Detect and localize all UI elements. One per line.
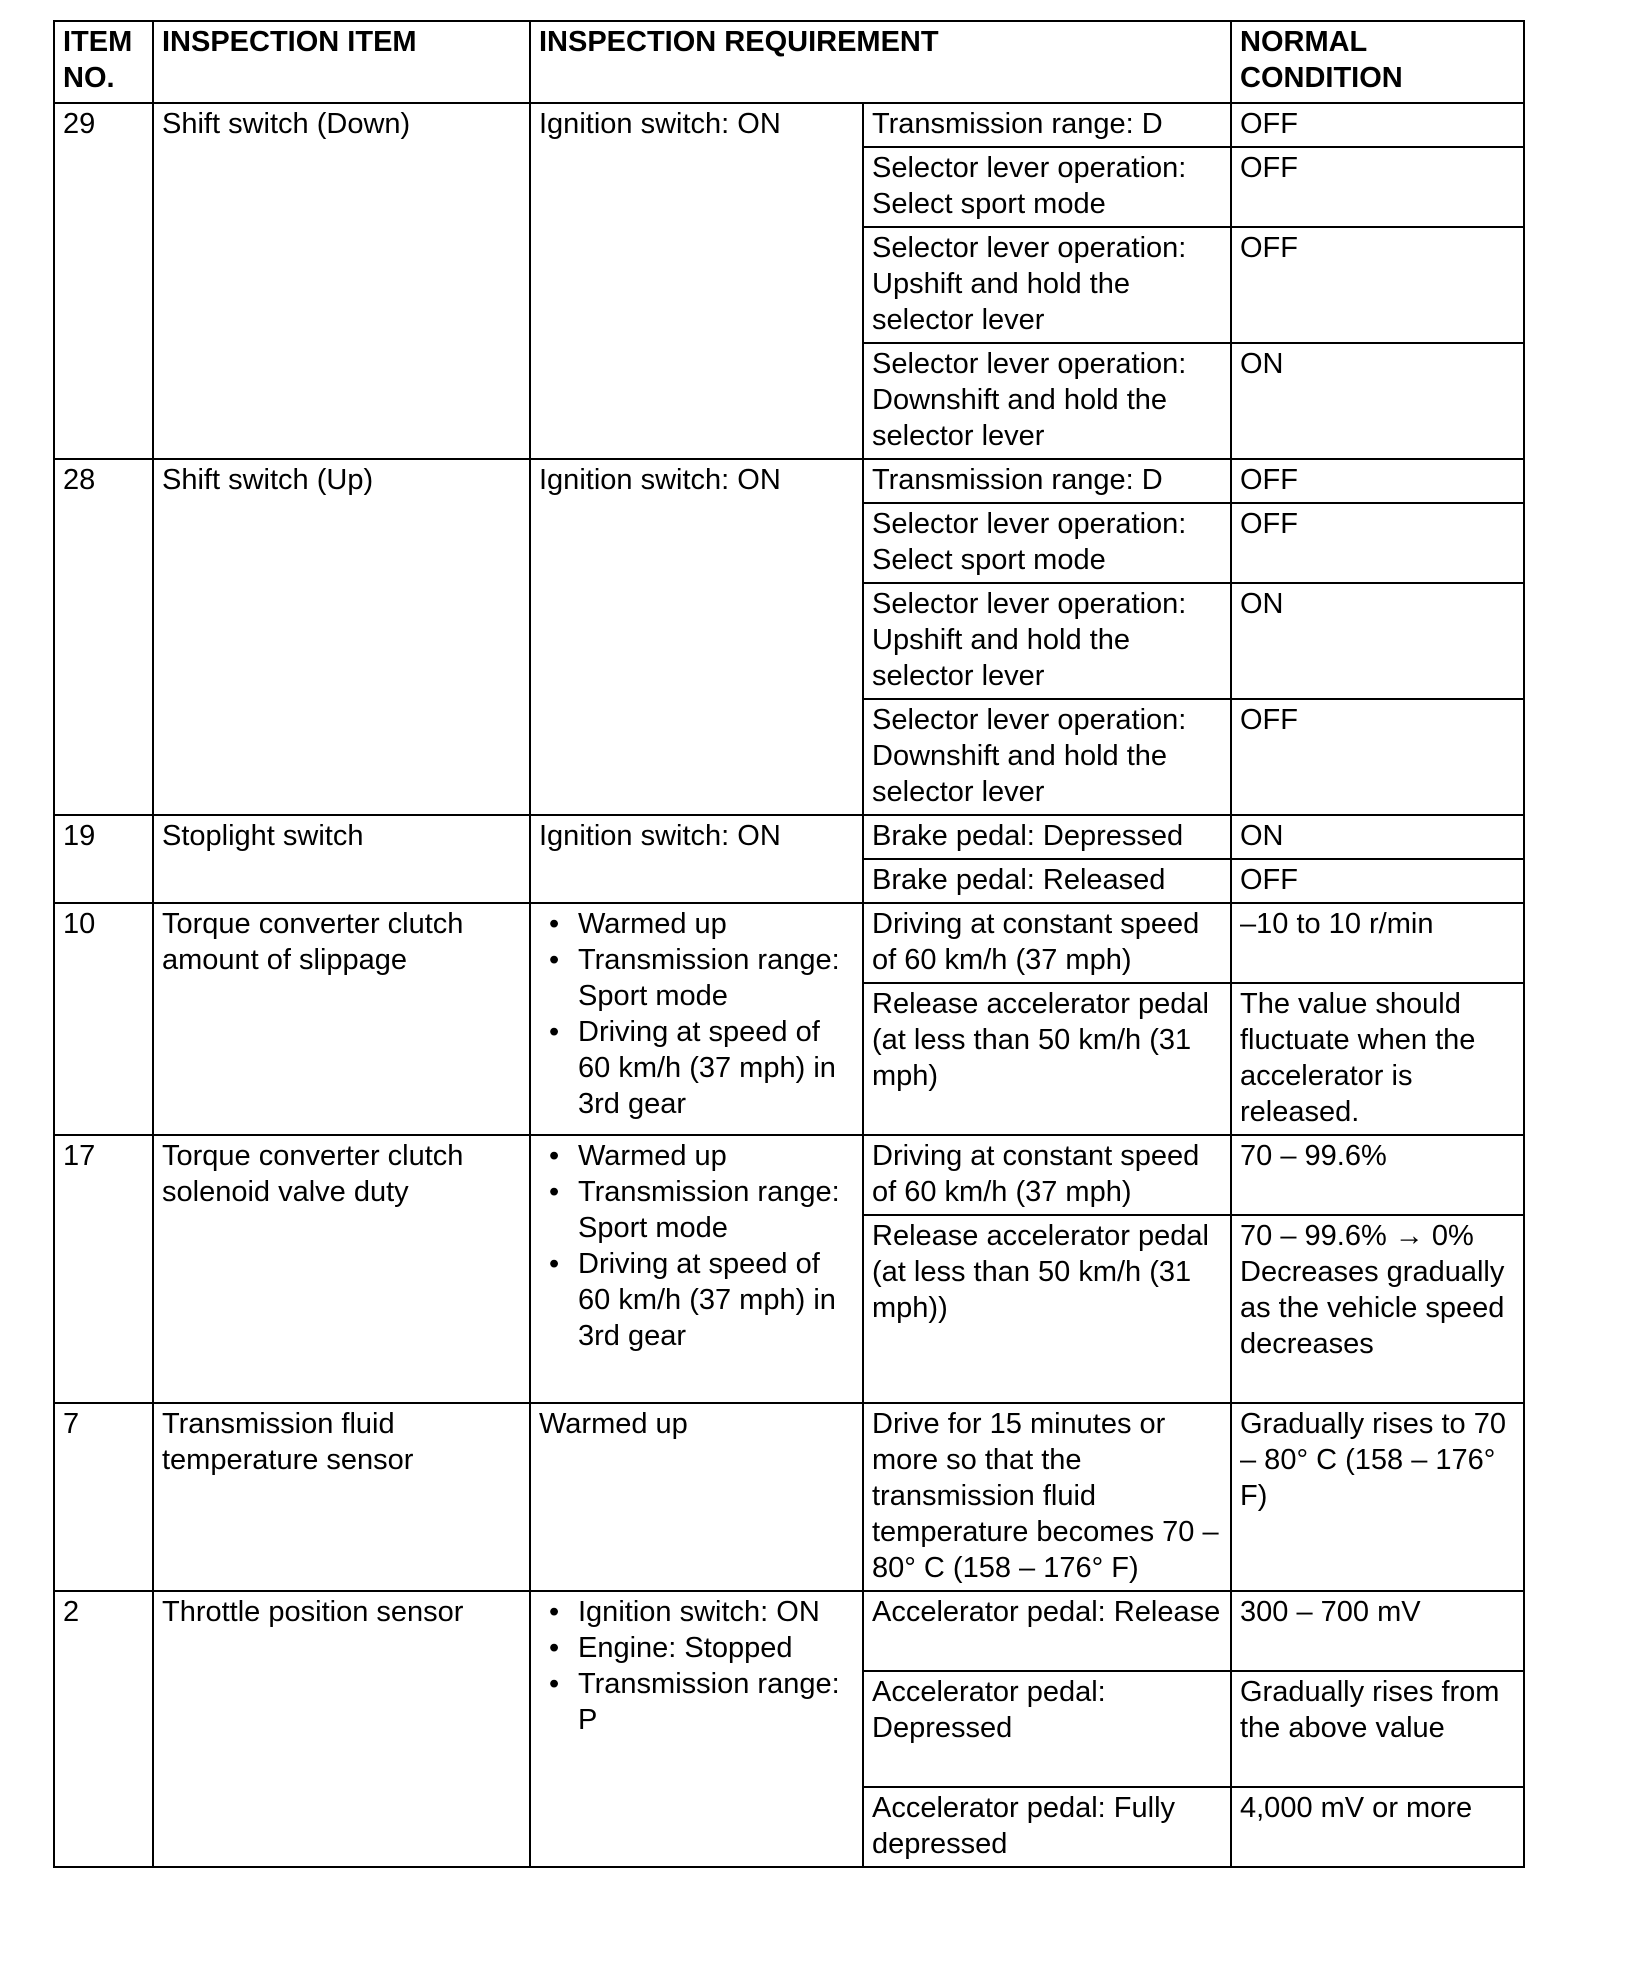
table-row bbox=[54, 459, 1524, 503]
inspection-requirement bbox=[530, 1591, 863, 1867]
requirement-bullet: • Transmission range: Sport mode bbox=[539, 1174, 856, 1246]
condition-cell: Drive for 15 minutes or more so that the transmission fluid temperature becomes 70 – 80° C (158 – 176° F) bbox=[863, 1403, 1231, 1591]
normal-condition-cell: OFF bbox=[1231, 459, 1524, 503]
inspection-requirement: Ignition switch: ON bbox=[530, 459, 863, 815]
requirement-bullet: • Engine: Stopped bbox=[539, 1630, 856, 1666]
normal-condition-cell: 70 – 99.6% bbox=[1231, 1135, 1524, 1215]
item-number: 28 bbox=[54, 459, 153, 815]
inspection-table bbox=[53, 20, 1525, 1868]
normal-condition-cell: Gradually rises to 70 – 80° C (158 – 176° F) bbox=[1231, 1403, 1524, 1591]
inspection-requirement bbox=[530, 903, 863, 1135]
normal-condition-cell: ON bbox=[1231, 343, 1524, 459]
table-row bbox=[54, 1591, 1524, 1671]
header-item-no: ITEM NO. bbox=[54, 21, 153, 103]
normal-condition-cell: –10 to 10 r/min bbox=[1231, 903, 1524, 983]
requirement-list bbox=[539, 906, 856, 1122]
inspection-requirement: Ignition switch: ON bbox=[530, 103, 863, 459]
item-number: 7 bbox=[54, 1403, 153, 1591]
condition-cell: Release accelerator pedal (at less than 50 km/h (31 mph)) bbox=[863, 1215, 1231, 1403]
normal-condition-cell: OFF bbox=[1231, 103, 1524, 147]
condition-cell: Accelerator pedal: Release bbox=[863, 1591, 1231, 1671]
condition-cell: Selector lever operation: Select sport mode bbox=[863, 147, 1231, 227]
condition-cell: Brake pedal: Depressed bbox=[863, 815, 1231, 859]
condition-cell: Transmission range: D bbox=[863, 103, 1231, 147]
condition-cell: Brake pedal: Released bbox=[863, 859, 1231, 903]
condition-cell: Selector lever operation: Upshift and hold the selector lever bbox=[863, 583, 1231, 699]
normal-condition-cell: ON bbox=[1231, 583, 1524, 699]
item-number: 19 bbox=[54, 815, 153, 903]
requirement-bullet: • Warmed up bbox=[539, 906, 856, 942]
normal-condition-cell: 300 – 700 mV bbox=[1231, 1591, 1524, 1671]
normal-condition-cell: OFF bbox=[1231, 147, 1524, 227]
normal-condition-cell: ON bbox=[1231, 815, 1524, 859]
requirement-list bbox=[539, 1594, 856, 1738]
inspection-item: Torque converter clutch solenoid valve duty bbox=[153, 1135, 530, 1403]
condition-cell: Transmission range: D bbox=[863, 459, 1231, 503]
condition-cell: Selector lever operation: Upshift and hold the selector lever bbox=[863, 227, 1231, 343]
inspection-requirement: Ignition switch: ON bbox=[530, 815, 863, 903]
condition-cell: Release accelerator pedal (at less than 50 km/h (31 mph) bbox=[863, 983, 1231, 1135]
table-row bbox=[54, 903, 1524, 983]
inspection-item: Transmission fluid temperature sensor bbox=[153, 1403, 530, 1591]
normal-condition-cell: Gradually rises from the above value bbox=[1231, 1671, 1524, 1787]
condition-cell: Accelerator pedal: Depressed bbox=[863, 1671, 1231, 1787]
inspection-item: Torque converter clutch amount of slippage bbox=[153, 903, 530, 1135]
requirement-bullet: • Driving at speed of 60 km/h (37 mph) in 3rd gear bbox=[539, 1014, 856, 1122]
condition-cell: Driving at constant speed of 60 km/h (37 mph) bbox=[863, 903, 1231, 983]
normal-condition-cell: OFF bbox=[1231, 503, 1524, 583]
item-number: 10 bbox=[54, 903, 153, 1135]
normal-condition-cell: 70 – 99.6% → 0% Decreases gradually as the vehicle speed decreases bbox=[1231, 1215, 1524, 1403]
item-number: 17 bbox=[54, 1135, 153, 1403]
condition-cell: Driving at constant speed of 60 km/h (37 mph) bbox=[863, 1135, 1231, 1215]
header-normal-condition: NORMAL CONDITION bbox=[1231, 21, 1524, 103]
item-number: 2 bbox=[54, 1591, 153, 1867]
item-number: 29 bbox=[54, 103, 153, 459]
condition-cell: Selector lever operation: Downshift and hold the selector lever bbox=[863, 343, 1231, 459]
condition-cell: Selector lever operation: Downshift and hold the selector lever bbox=[863, 699, 1231, 815]
inspection-item: Stoplight switch bbox=[153, 815, 530, 903]
inspection-requirement bbox=[530, 1135, 863, 1403]
normal-condition-cell: OFF bbox=[1231, 699, 1524, 815]
header-inspection-item: INSPECTION ITEM bbox=[153, 21, 530, 103]
table-header-row bbox=[54, 21, 1524, 103]
condition-cell: Accelerator pedal: Fully depressed bbox=[863, 1787, 1231, 1867]
table-row bbox=[54, 1135, 1524, 1215]
inspection-item: Throttle position sensor bbox=[153, 1591, 530, 1867]
requirement-list bbox=[539, 1138, 856, 1354]
requirement-bullet: • Transmission range: Sport mode bbox=[539, 942, 856, 1014]
requirement-bullet: • Transmission range: P bbox=[539, 1666, 856, 1738]
table-row bbox=[54, 103, 1524, 147]
requirement-bullet: • Driving at speed of 60 km/h (37 mph) in 3rd gear bbox=[539, 1246, 856, 1354]
table-row bbox=[54, 1403, 1524, 1591]
table-row bbox=[54, 815, 1524, 859]
requirement-bullet: • Warmed up bbox=[539, 1138, 856, 1174]
inspection-requirement: Warmed up bbox=[530, 1403, 863, 1591]
inspection-item: Shift switch (Down) bbox=[153, 103, 530, 459]
normal-condition-cell: OFF bbox=[1231, 859, 1524, 903]
normal-condition-cell: 4,000 mV or more bbox=[1231, 1787, 1524, 1867]
normal-condition-cell: OFF bbox=[1231, 227, 1524, 343]
requirement-bullet: • Ignition switch: ON bbox=[539, 1594, 856, 1630]
condition-cell: Selector lever operation: Select sport mode bbox=[863, 503, 1231, 583]
normal-condition-cell: The value should fluctuate when the accelerator is released. bbox=[1231, 983, 1524, 1135]
header-inspection-requirement: INSPECTION REQUIREMENT bbox=[530, 21, 1231, 103]
inspection-item: Shift switch (Up) bbox=[153, 459, 530, 815]
